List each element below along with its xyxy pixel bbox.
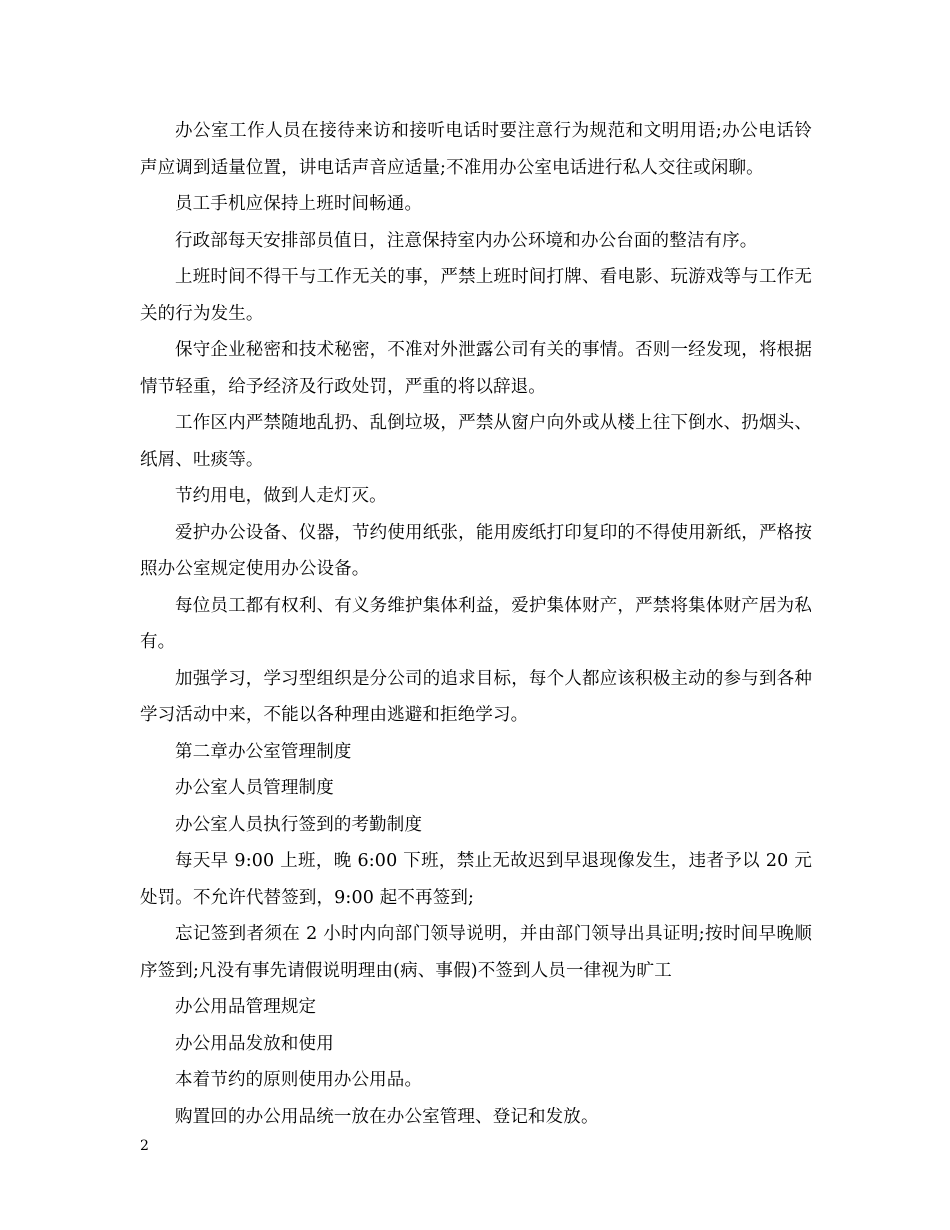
paragraph-save-electricity: 节约用电，做到人走灯灭。 (175, 486, 387, 506)
paragraph-mobile-phone: 员工手机应保持上班时间畅通。 (175, 194, 423, 214)
paragraph-confidentiality: 保守企业秘密和技术秘密，不准对外泄露公司有关的事情。否则一经发现，将根据情节轻重，给予经济及行政处罚，严重的将以辞退。 (140, 340, 812, 397)
page-number: 2 (140, 1138, 149, 1154)
paragraph-collective-property: 每位员工都有权利、有义务维护集体利益，爱护集体财产，严禁将集体财产居为私有。 (140, 595, 812, 652)
section-heading-supplies: 办公用品管理规定 (175, 997, 317, 1017)
paragraph-equipment-care: 爱护办公设备、仪器，节约使用纸张，能用废纸打印复印的不得使用新纸，严格按照办公室规定使用办公设备。 (140, 522, 812, 579)
chapter-heading: 第二章办公室管理制度 (175, 741, 352, 762)
document-body (140, 113, 812, 1135)
paragraph-supplies-storage: 购置回的办公用品统一放在办公室管理、登记和发放。 (175, 1106, 599, 1127)
subsection-heading-attendance: 办公室人员执行签到的考勤制度 (175, 814, 423, 835)
subsection-heading-supplies-use: 办公用品发放和使用 (175, 1033, 334, 1054)
paragraph-learning: 加强学习，学习型组织是分公司的追求目标，每个人都应该积极主动的参与到各种学习活动中来，不能以各种理由逃避和拒绝学习。 (140, 668, 812, 725)
paragraph-work-hours: 每天早 9:00 上班，晚 6:00 下班，禁止无故迟到早退现像发生，违者予以 20 元处罚。不允许代替签到，9:00 起不再签到; (140, 851, 812, 908)
paragraph-phone-etiquette: 办公室工作人员在接待来访和接听电话时要注意行为规范和文明用语;办公电话铃声应调到适量位置，讲电话声音应适量;不准用办公室电话进行私人交往或闲聊。 (140, 121, 812, 178)
section-heading-personnel: 办公室人员管理制度 (175, 778, 334, 798)
paragraph-cleanliness: 工作区内严禁随地乱扔、乱倒垃圾，严禁从窗户向外或从楼上往下倒水、扔烟头、纸屑、吐痰等。 (140, 413, 812, 470)
paragraph-duty-roster: 行政部每天安排部员值日，注意保持室内办公环境和办公台面的整洁有序。 (175, 230, 758, 251)
paragraph-forgotten-signin: 忘记签到者须在 2 小时内向部门领导说明，并由部门领导出具证明;按时间早晚顺序签到;凡没有事先请假说明理由(病、事假)不签到人员一律视为旷工 (140, 924, 812, 981)
paragraph-frugal-use: 本着节约的原则使用办公用品。 (175, 1070, 423, 1090)
paragraph-work-conduct: 上班时间不得干与工作无关的事，严禁上班时间打牌、看电影、玩游戏等与工作无关的行为发生。 (140, 267, 812, 324)
